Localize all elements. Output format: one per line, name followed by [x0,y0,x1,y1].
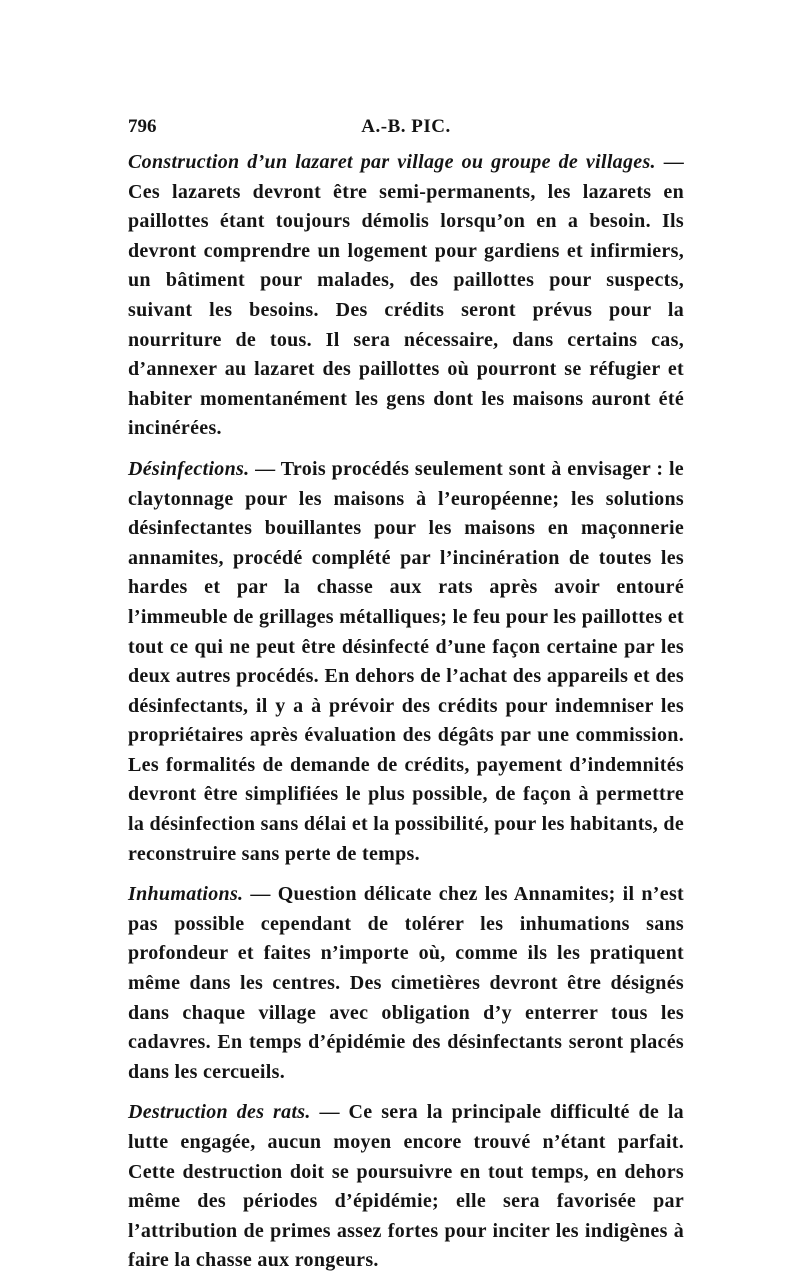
heading-dash: — [655,151,684,173]
section-heading: Construction d’un lazaret par village ou groupe de villages. [128,151,656,173]
section-heading: Désinfections. [128,457,250,480]
section-destruction-rats [128,1098,684,1276]
section-desinfections [128,455,684,869]
heading-dash: — [243,883,271,906]
page-header [128,112,684,142]
book-page [128,112,684,1276]
section-heading: Destruction des rats. [128,1101,311,1124]
section-inhumations [128,880,684,1087]
section-body: Trois procédés seulement sont à envisager : le claytonnage pour les maisons à l’européenne; les solutions désinfectantes bouillantes pour les maisons en maçonnerie annamites, procédé complété par l’incinération de toutes les hardes et par la chasse aux rats après avoir entouré l’immeuble de grillages métalliques; le feu pour les paillottes et tout ce qui ne peut être désinfecté d’une façon certaine par les deux autres procédés. En dehors de l’achat des appareils et des désinfectants, il y a à prévoir des crédits pour indemniser les propriétaires après évaluation des dégâts par une commission. Les formalités de demande de crédits, payement d’indemnités devront être simplifiées le plus possible, de façon à permettre la désinfection sans délai et la possibilité, pour les habitants, de reconstruire sans perte de temps. [128,457,684,865]
heading-dash: — [310,1101,340,1124]
running-head: A.-B. PIC. [361,116,451,137]
section-body: Ce sera la principale difficulté de la lutte engagée, aucun moyen encore trouvé n’étant parfait. Cette destruction doit se poursuivre en tout temps, en dehors même des périodes d’épidémie; elle sera favorisée par l’attribution de primes assez fortes pour inciter les indigènes à faire la chasse aux rongeurs. [128,1101,684,1272]
page-number: 796 [128,116,157,137]
section-body: Ces lazarets devront être semi-permanents, les lazarets en paillottes étant toujours démolis lorsqu’on en a besoin. Ils devront comprendre un logement pour gardiens et infirmiers, un bâtiment pour malades, des paillottes pour suspects, suivant les besoins. Des crédits seront prévus pour la nourriture de tous. Il sera nécessaire, dans certains cas, d’annexer au lazaret des paillottes où pourront se réfugier et habiter momentanément les gens dont les maisons auront été incinérées. [128,180,684,440]
heading-dash: — [249,457,276,480]
section-construction-lazaret [128,148,684,444]
section-body: Question délicate chez les Annamites; il n’est pas possible cependant de tolérer les inhumations sans profondeur et faites n’importe où, comme ils les pratiquent même dans les centres. Des cimetières devront être désignés dans chaque village avec obligation d’y enterrer tous les cadavres. En temps d’épidémie des désinfectants seront placés dans les cercueils. [128,883,684,1083]
section-heading: Inhumations. [128,883,244,906]
